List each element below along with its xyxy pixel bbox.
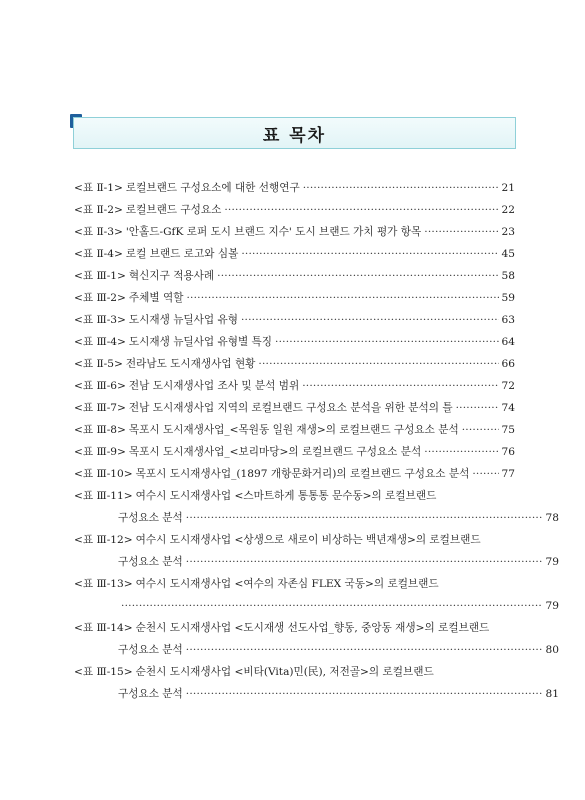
toc-entry[interactable] (74, 573, 515, 595)
toc-entry[interactable] (74, 375, 515, 397)
toc-entry-title: '안홀드-GfK 로퍼 도시 브랜드 지수' 도시 브랜드 가치 평가 항목 (125, 226, 422, 238)
toc-entry-title: 혁신지구 적용사례 (128, 270, 215, 282)
toc-entry-title: 순천시 도시재생사업 <비타(Vita)민(民), 저전골>의 로컬브랜드 (135, 666, 434, 678)
dot-leader (224, 199, 498, 221)
toc-entry[interactable] (74, 441, 515, 463)
dot-leader (302, 375, 498, 397)
page-title: 표 목차 (262, 126, 327, 146)
dot-leader (275, 331, 498, 353)
toc-entry-page: 72 (501, 380, 515, 392)
toc-entry-number: <표 Ⅲ-15> (74, 666, 133, 678)
toc-entry-title: 주체별 역할 (128, 292, 184, 304)
toc-entry-title: 목포시 도시재생사업_<보리마당>의 로컬브랜드 구성요소 분석 (128, 446, 422, 458)
toc-entry-number: <표 Ⅱ-5> (74, 358, 123, 370)
dot-leader (186, 683, 543, 705)
dot-leader (462, 419, 499, 441)
toc-entry-page: 75 (501, 424, 515, 436)
toc-entry-page: 76 (501, 446, 515, 458)
toc-entry-page: 64 (501, 336, 515, 348)
toc-entry-title: 도시재생 뉴딜사업 유형별 특징 (128, 336, 273, 348)
toc-entry[interactable] (74, 199, 515, 221)
toc-entry-number: <표 Ⅲ-11> (74, 490, 133, 502)
toc-entry-title: 전라남도 도시재생사업 현황 (125, 358, 256, 370)
dot-leader (186, 639, 543, 661)
toc-entry-number: <표 Ⅲ-4> (74, 336, 126, 348)
dot-leader (217, 265, 498, 287)
toc-entry-title: 여수시 도시재생사업 <여수의 자존심 FLEX 국동>의 로컬브랜드 (135, 578, 439, 590)
toc-entry-page: 63 (501, 314, 515, 326)
toc-entry[interactable] (74, 617, 515, 639)
toc-entry-number: <표 Ⅲ-3> (74, 314, 126, 326)
toc-entry-number: <표 Ⅲ-9> (74, 446, 126, 458)
toc-entry-page: 21 (501, 182, 515, 194)
toc-entry[interactable] (74, 265, 515, 287)
toc-entry-title: 로컬브랜드 구성요소 (125, 204, 222, 216)
toc-entry-page: 74 (501, 402, 515, 414)
toc-entry-title: 여수시 도시재생사업 <상생으로 새로이 비상하는 백년재생>의 로컬브랜드 (135, 534, 481, 546)
dot-leader (186, 507, 543, 529)
toc-entry[interactable] (74, 485, 515, 507)
toc-entry[interactable] (74, 419, 515, 441)
dot-leader (456, 397, 499, 419)
toc-entry-title: 전남 도시재생사업 지역의 로컬브랜드 구성요소 분석을 위한 분석의 틀 (128, 402, 453, 414)
toc-entry-page: 79 (545, 600, 559, 612)
toc-entry[interactable] (74, 309, 515, 331)
toc-entry-number: <표 Ⅲ-8> (74, 424, 126, 436)
toc-entry-number: <표 Ⅲ-2> (74, 292, 126, 304)
dot-leader (258, 353, 498, 375)
title-banner (73, 117, 516, 149)
dot-leader (186, 287, 498, 309)
toc-entry-title: 여수시 도시재생사업 <스마트하게 통통통 문수동>의 로컬브랜드 (135, 490, 437, 502)
toc-entry-number: <표 Ⅲ-6> (74, 380, 126, 392)
toc-entry-number: <표 Ⅱ-3> (74, 226, 123, 238)
toc-entry-title-continued: 구성요소 분석 (118, 644, 183, 656)
toc-entry-title: 전남 도시재생사업 조사 및 분석 범위 (128, 380, 300, 392)
toc-entry-page: 79 (545, 556, 559, 568)
toc-entry-page: 22 (501, 204, 515, 216)
dot-leader (121, 595, 543, 617)
dot-leader (424, 441, 498, 463)
toc-entry-page: 59 (501, 292, 515, 304)
dot-leader (241, 309, 499, 331)
toc-entry[interactable] (74, 661, 515, 683)
toc-entry-page: 78 (545, 512, 559, 524)
toc-entry-number: <표 Ⅲ-1> (74, 270, 126, 282)
toc-entry[interactable] (74, 397, 515, 419)
toc-entry-number: <표 Ⅲ-14> (74, 622, 133, 634)
toc-entry[interactable] (74, 287, 515, 309)
dot-leader (472, 463, 498, 485)
toc-entry-title: 목포시 도시재생사업_<목원동 일원 재생>의 로컬브랜드 구성요소 분석 (128, 424, 459, 436)
toc-entry-continuation[interactable] (74, 507, 559, 529)
toc-entry-continuation[interactable] (74, 595, 559, 617)
toc-entry-number: <표 Ⅱ-4> (74, 248, 123, 260)
toc-entry[interactable] (74, 353, 515, 375)
table-of-contents (74, 177, 559, 705)
toc-entry-title-continued: 구성요소 분석 (118, 556, 183, 568)
toc-entry-number: <표 Ⅲ-10> (74, 468, 133, 480)
toc-entry[interactable] (74, 463, 515, 485)
toc-entry-title-continued: 구성요소 분석 (118, 688, 183, 700)
toc-entry-title: 로컬브랜드 구성요소에 대한 선행연구 (125, 182, 300, 194)
toc-entry-continuation[interactable] (74, 551, 559, 573)
dot-leader (424, 221, 498, 243)
toc-entry-page: 77 (501, 468, 515, 480)
toc-entry-page: 80 (545, 644, 559, 656)
toc-entry-continuation[interactable] (74, 683, 559, 705)
toc-entry-title: 로컬 브랜드 로고와 심볼 (125, 248, 239, 260)
toc-entry-title: 도시재생 뉴딜사업 유형 (128, 314, 238, 326)
toc-entry-title-continued: 구성요소 분석 (118, 512, 183, 524)
toc-entry[interactable] (74, 243, 515, 265)
toc-entry-page: 58 (501, 270, 515, 282)
toc-entry-number: <표 Ⅱ-2> (74, 204, 123, 216)
toc-entry-number: <표 Ⅲ-12> (74, 534, 133, 546)
toc-entry[interactable] (74, 221, 515, 243)
dot-leader (186, 551, 543, 573)
toc-entry[interactable] (74, 331, 515, 353)
toc-entry-number: <표 Ⅲ-13> (74, 578, 133, 590)
dot-leader (303, 177, 499, 199)
toc-entry[interactable] (74, 177, 515, 199)
toc-entry-title: 목포시 도시재생사업_(1897 개항문화거리)의 로컬브랜드 구성요소 분석 (135, 468, 470, 480)
toc-entry[interactable] (74, 529, 515, 551)
toc-entry-page: 66 (501, 358, 515, 370)
toc-entry-title: 순천시 도시재생사업 <도시재생 선도사업_향동, 중앙동 재생>의 로컬브랜드 (135, 622, 490, 634)
toc-entry-number: <표 Ⅲ-7> (74, 402, 126, 414)
toc-entry-number: <표 Ⅱ-1> (74, 182, 123, 194)
toc-entry-continuation[interactable] (74, 639, 559, 661)
toc-entry-page: 81 (545, 688, 559, 700)
toc-entry-page: 23 (501, 226, 515, 238)
toc-entry-page: 45 (501, 248, 515, 260)
dot-leader (241, 243, 498, 265)
